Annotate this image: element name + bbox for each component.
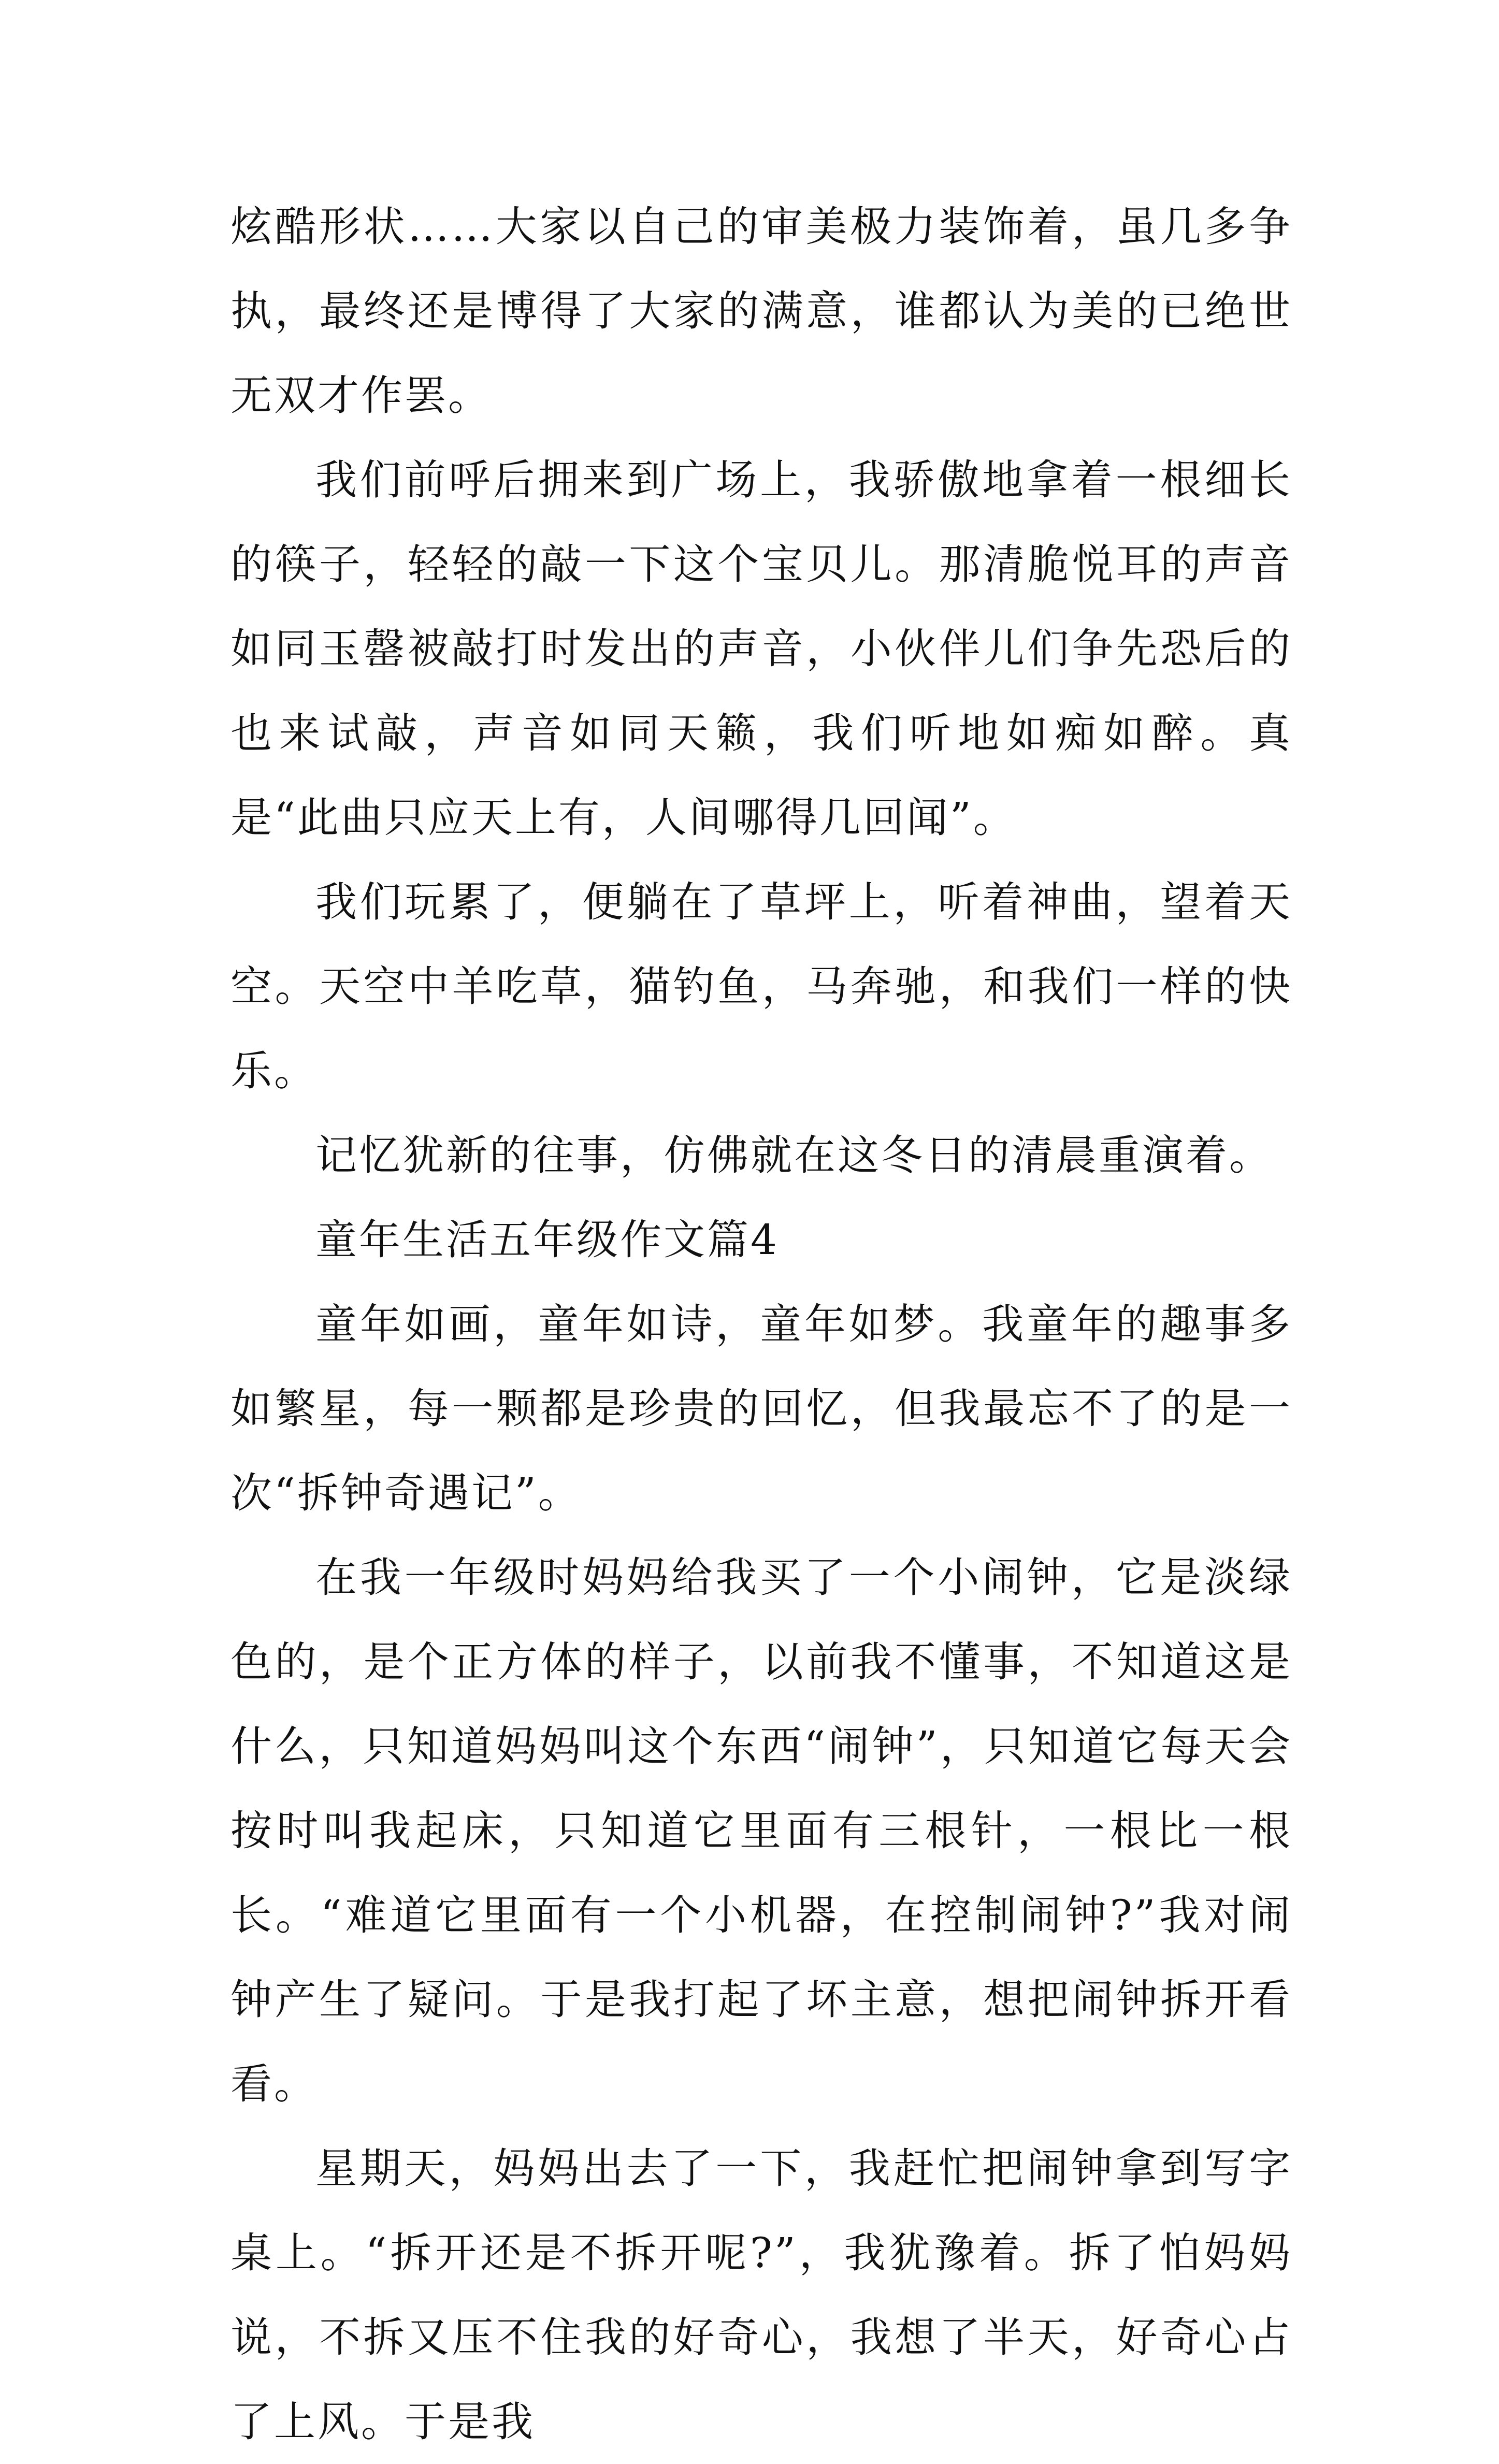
paragraph-3: 我们玩累了，便躺在了草坪上，听着神曲，望着天空。天空中羊吃草，猫钓鱼，马奔驰，和我们一样的快乐。 (230, 878, 1292, 1095)
paragraph-5: 童年如画，童年如诗，童年如梦。我童年的趣事多如繁星，每一颗都是珍贵的回忆，但我最忘不了的是一次“拆钟奇遇记”。 (230, 1300, 1292, 1517)
paragraph-7: 星期天，妈妈出去了一下，我赶忙把闹钟拿到写字桌上。“拆开还是不拆开呢?”，我犹豫着。拆了怕妈妈说，不拆又压不住我的好奇心，我想了半天，好奇心占了上风。于是我 (230, 2144, 1292, 2446)
document-body (230, 184, 1292, 2464)
section-heading: 童年生活五年级作文篇4 (315, 1216, 779, 1264)
paragraph-2: 我们前呼后拥来到广场上，我骄傲地拿着一根细长的筷子，轻轻的敲一下这个宝贝儿。那清脆悦耳的声音如同玉罄被敲打时发出的声音，小伙伴儿们争先恐后的也来试敲，声音如同天籁，我们听地如痴如醉。真是“此曲只应天上有，人间哪得几回闻”。 (230, 456, 1292, 842)
paragraph-6: 在我一年级时妈妈给我买了一个小闹钟，它是淡绿色的，是个正方体的样子，以前我不懂事，不知道这是什么，只知道妈妈叫这个东西“闹钟”，只知道它每天会按时叫我起床，只知道它里面有三根针，一根比一根长。“难道它里面有一个小机器，在控制闹钟?”我对闹钟产生了疑问。于是我打起了坏主意，想把闹钟拆开看看。 (230, 1553, 1292, 2108)
paragraph-1: 炫酷形状……大家以自己的审美极力装饰着，虽几多争执，最终还是博得了大家的满意，谁都认为美的已绝世无双才作罢。 (230, 203, 1292, 420)
paragraph-4: 记忆犹新的往事，仿佛就在这冬日的清晨重演着。 (315, 1131, 1273, 1179)
